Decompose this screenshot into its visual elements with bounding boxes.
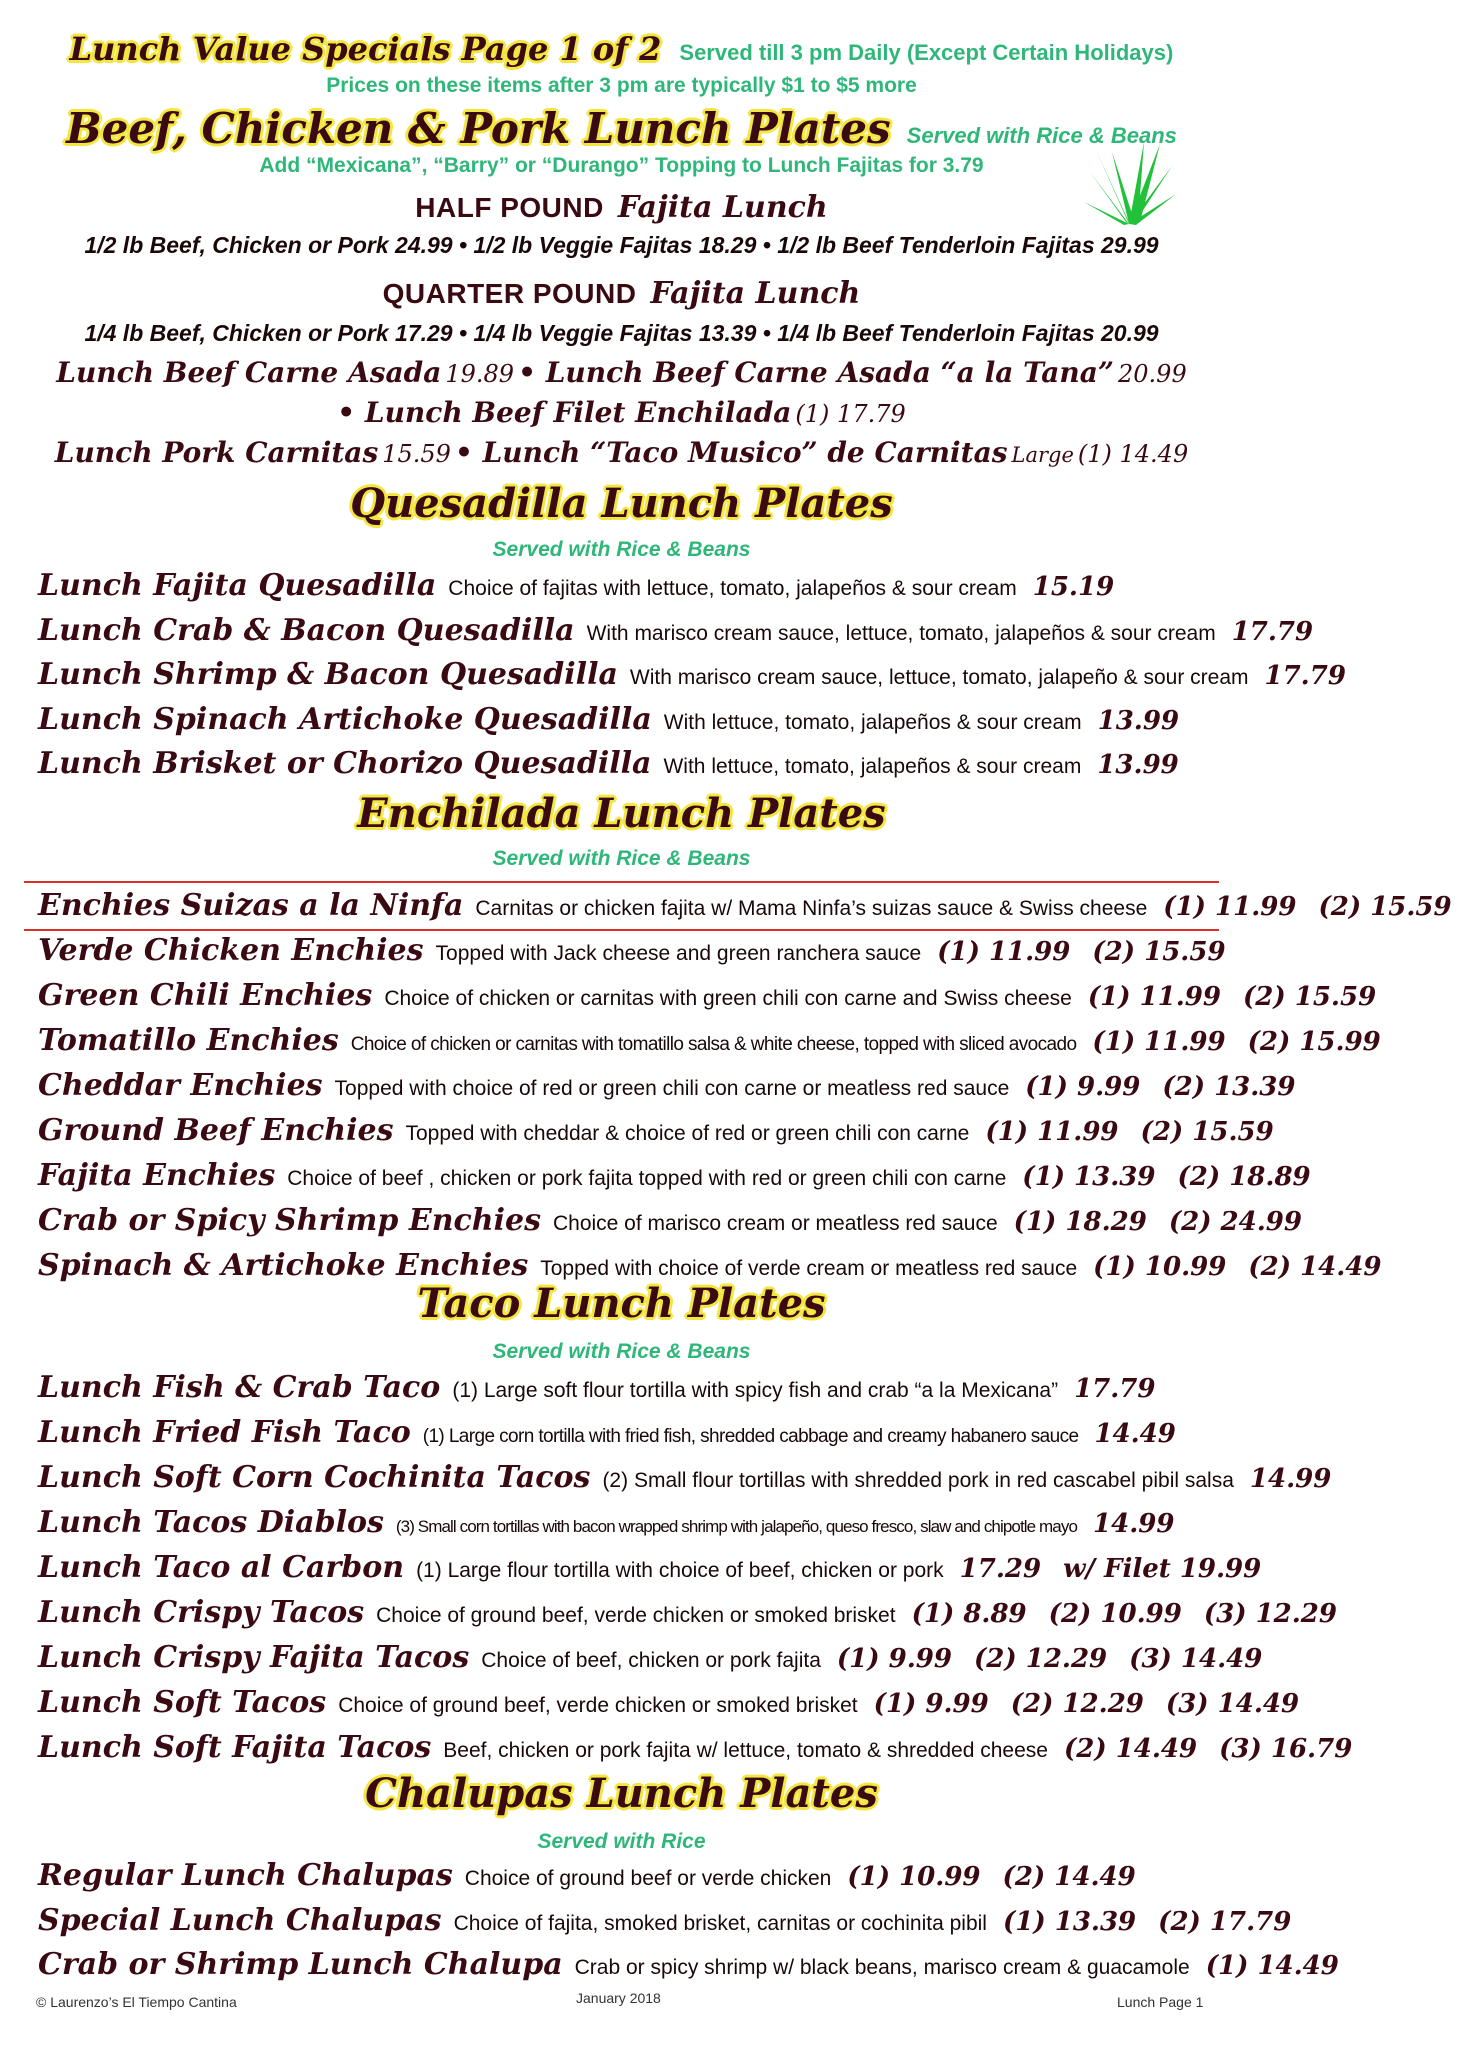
menu-item-price: (3) 14.49 (1129, 1644, 1263, 1674)
menu-item-price: 17.79 (1231, 616, 1314, 647)
quarter-pound-label: QUARTER POUND (382, 278, 637, 309)
menu-item-price: (2) 14.49 (1002, 1862, 1136, 1892)
menu-item-name: Crab or Spicy Shrimp Enchies (38, 1203, 541, 1238)
menu-item-row (38, 1415, 1218, 1450)
menu-item-name: Lunch Crispy Fajita Tacos (38, 1640, 470, 1675)
carne-asada-price: 19.89 (445, 360, 515, 388)
menu-item-row (38, 746, 1218, 781)
menu-item-price: (1) 11.99 (1092, 1027, 1226, 1057)
menu-item-price: (2) 18.89 (1177, 1162, 1311, 1192)
beef-section-heading (0, 104, 1243, 153)
half-pound-heading (0, 190, 1243, 225)
prices-note: Prices on these items after 3 pm are typically $1 to $5 more (326, 74, 917, 97)
menu-item-name: Lunch Taco al Carbon (38, 1550, 405, 1585)
menu-item-price: (1) 9.99 (1025, 1072, 1141, 1102)
menu-item-price: (1) 10.99 (847, 1862, 981, 1892)
carne-asada-line: Lunch Beef Carne Asada 19.89 • Lunch Beef Carne Asada “a la Tana” 20.99 (56, 356, 1187, 389)
menu-item-row (38, 1023, 1381, 1058)
menu-item-price: (1) 18.29 (1013, 1207, 1147, 1237)
menu-item-description: With marisco cream sauce, lettuce, tomato, jalapeño & sour cream (629, 666, 1249, 689)
menu-item-row (38, 568, 1218, 603)
menu-item-description: Choice of ground beef, verde chicken or smoked brisket (376, 1604, 896, 1627)
menu-item-name: Spinach & Artichoke Enchies (38, 1248, 529, 1283)
menu-item-row (38, 1902, 1292, 1938)
menu-item-description: Choice of ground beef or verde chicken (464, 1867, 832, 1890)
filet-enchilada-line: • Lunch Beef Filet Enchilada (1) 17.79 (337, 396, 906, 429)
menu-item-row (38, 1640, 1263, 1675)
menu-item-description: Choice of ground beef, verde chicken or smoked brisket (338, 1694, 858, 1717)
menu-item-description: (1) Large corn tortilla with fried fish, shredded cabbage and creamy habanero sauce (422, 1426, 1079, 1447)
menu-item-description: Carnitas or chicken fajita w/ Mama Ninfa’s suizas sauce & Swiss cheese (475, 897, 1148, 920)
menu-item-price: (2) 15.59 (1140, 1117, 1274, 1147)
filet-enchilada-price: (1) 17.79 (795, 400, 906, 428)
menu-item-name: Fajita Enchies (38, 1158, 276, 1193)
menu-item-description: (3) Small corn tortillas with bacon wrapped shrimp with jalapeño, queso fresco, slaw and chipotle mayo (395, 1517, 1078, 1536)
menu-item-price: (1) 13.39 (1022, 1162, 1156, 1192)
menu-item-name: Enchies Suizas a la Ninfa (38, 888, 464, 923)
menu-item-price: (2) 15.59 (1318, 892, 1452, 922)
page-title: Lunch Value Specials Page 1 of 2 (69, 30, 662, 68)
menu-item-description: With lettuce, tomato, jalapeños & sour cream (663, 755, 1082, 778)
menu-item-row (38, 1685, 1300, 1720)
menu-item-row (38, 1460, 1332, 1495)
menu-item-name: Verde Chicken Enchies (38, 933, 424, 968)
topping-note: Add “Mexicana”, “Barry” or “Durango” Topping to Lunch Fajitas for 3.79 (259, 154, 984, 177)
menu-item-name: Lunch Fried Fish Taco (38, 1415, 411, 1450)
menu-item-price: (1) 9.99 (873, 1689, 989, 1719)
menu-item-row (38, 1730, 1353, 1765)
menu-item-description: Topped with choice of verde cream or meatless red sauce (540, 1257, 1078, 1280)
quesadilla-served-note: Served with Rice & Beans (492, 538, 751, 561)
menu-item-row (38, 1158, 1311, 1193)
carne-asada-tana-name: Lunch Beef Carne Asada “a la Tana” (545, 356, 1115, 389)
menu-item-description: (2) Small flour tortillas with shredded pork in red cascabel pibil salsa (602, 1469, 1234, 1492)
highlight-rule-bottom (24, 929, 1219, 931)
highlight-rule-top (24, 881, 1219, 883)
menu-item-price: (2) 15.59 (1092, 937, 1226, 967)
quarter-pound-heading (0, 276, 1243, 311)
filet-enchilada-name: Lunch Beef Filet Enchilada (364, 396, 792, 429)
menu-item-row (38, 1595, 1337, 1630)
footer-copyright: © Laurenzo’s El Tiempo Cantina (36, 1994, 237, 2010)
menu-item-row (38, 1370, 1218, 1405)
menu-item-price: (2) 14.49 (1063, 1734, 1198, 1764)
menu-item-name: Lunch Brisket or Chorizo Quesadilla (38, 746, 652, 781)
menu-item-name: Lunch Crispy Tacos (38, 1595, 365, 1630)
chalupas-section-title: Chalupas Lunch Plates (365, 1770, 878, 1817)
menu-item-description: Choice of fajitas with lettuce, tomato, jalapeños & sour cream (448, 577, 1017, 600)
menu-item-price: (1) 8.89 (911, 1599, 1027, 1629)
menu-item-row (38, 1068, 1296, 1103)
menu-item-price: (3) 12.29 (1203, 1599, 1337, 1629)
footer-date: January 2018 (576, 1990, 661, 2006)
menu-item-row (38, 657, 1346, 692)
pork-carnitas-price: 15.59 (382, 440, 451, 468)
menu-item-row (38, 1947, 1339, 1982)
menu-item-price: (1) 11.99 (1087, 982, 1221, 1012)
menu-item-row (38, 1858, 1218, 1893)
menu-item-price: (1) 13.39 (1002, 1906, 1137, 1937)
menu-item-name: Green Chili Enchies (38, 978, 373, 1013)
menu-item-row (38, 1248, 1382, 1283)
menu-item-description: With marisco cream sauce, lettuce, tomato, jalapeños & sour cream (586, 621, 1216, 645)
menu-item-name: Lunch Shrimp & Bacon Quesadilla (38, 657, 618, 692)
menu-item-price: (1) 11.99 (937, 937, 1071, 967)
menu-item-description: Topped with Jack cheese and green ranchera sauce (435, 942, 922, 965)
menu-item-row (38, 888, 1452, 923)
menu-item-row (38, 1505, 1218, 1540)
menu-item-price: 15.19 (1032, 572, 1115, 602)
menu-item-price: (3) 14.49 (1165, 1689, 1300, 1719)
taco-musico-name: Lunch “Taco Musico” de Carnitas (482, 436, 1008, 469)
menu-item-price: 14.49 (1094, 1419, 1176, 1449)
half-pound-label: HALF POUND (415, 192, 604, 223)
menu-item-price: (2) 24.99 (1168, 1207, 1302, 1237)
menu-item-description: (1) Large flour tortilla with choice of beef, chicken or pork (416, 1559, 944, 1582)
beef-section-title: Beef, Chicken & Pork Lunch Plates (66, 104, 891, 153)
menu-item-price: 17.79 (1074, 1374, 1156, 1404)
pork-carnitas-name: Lunch Pork Carnitas (54, 436, 379, 469)
menu-item-price: (1) 11.99 (1163, 892, 1297, 922)
footer-page: Lunch Page 1 (1117, 1994, 1204, 2010)
served-note: Served till 3 pm Daily (Except Certain Holidays) (679, 40, 1174, 65)
menu-item-price: (3) 16.79 (1219, 1734, 1353, 1764)
menu-item-name: Crab or Shrimp Lunch Chalupa (38, 1947, 563, 1982)
taco-musico-price: (1) 14.49 (1077, 440, 1189, 468)
quarter-pound-prices: 1/4 lb Beef, Chicken or Pork 17.29 • 1/4 lb Veggie Fajitas 13.39 • 1/4 lb Beef Tenderloin Fajitas 20.99 (84, 320, 1159, 346)
beef-served-note: Served with Rice & Beans (906, 123, 1177, 148)
menu-item-price: (2) 12.29 (973, 1644, 1108, 1674)
menu-item-description: Crab or spicy shrimp w/ black beans, marisco cream & guacamole (574, 1956, 1190, 1979)
carne-asada-tana-price: 20.99 (1118, 360, 1187, 388)
menu-item-name: Lunch Crab & Bacon Quesadilla (38, 612, 575, 648)
menu-item-name: Lunch Fajita Quesadilla (38, 568, 437, 603)
quarter-pound-title: Fajita Lunch (650, 276, 861, 311)
chalupas-served-note: Served with Rice (537, 1830, 706, 1853)
menu-item-name: Regular Lunch Chalupas (38, 1858, 453, 1893)
menu-item-row (38, 1550, 1262, 1585)
menu-item-description: Choice of fajita, smoked brisket, carnitas or cochinita pibil (453, 1911, 987, 1935)
menu-item-price: 17.29 (959, 1554, 1042, 1584)
menu-item-row (38, 978, 1377, 1013)
menu-item-description: Choice of marisco cream or meatless red sauce (552, 1212, 998, 1235)
menu-item-price: (1) 11.99 (985, 1117, 1119, 1147)
carnitas-line: Lunch Pork Carnitas 15.59 • Lunch “Taco Musico” de Carnitas Large (1) 14.49 (54, 436, 1189, 469)
quesadilla-section-title: Quesadilla Lunch Plates (350, 480, 893, 527)
menu-item-price: (2) 13.39 (1162, 1072, 1296, 1102)
taco-section-title: Taco Lunch Plates (417, 1280, 826, 1327)
menu-item-name: Lunch Soft Fajita Tacos (38, 1730, 432, 1765)
menu-item-name: Cheddar Enchies (38, 1068, 323, 1103)
header-line (0, 30, 1243, 68)
half-pound-prices: 1/2 lb Beef, Chicken or Pork 24.99 • 1/2 lb Veggie Fajitas 18.29 • 1/2 lb Beef Tenderloin Fajitas 29.99 (84, 232, 1159, 258)
menu-item-name: Ground Beef Enchies (38, 1113, 394, 1148)
menu-item-name: Lunch Tacos Diablos (38, 1505, 384, 1540)
menu-item-row (38, 612, 1314, 648)
menu-item-price: (2) 12.29 (1010, 1689, 1144, 1719)
menu-item-description: (1) Large soft flour tortilla with spicy fish and crab “a la Mexicana” (452, 1379, 1059, 1402)
menu-item-description: Choice of beef , chicken or pork fajita topped with red or green chili con carne (287, 1167, 1007, 1190)
menu-item-price: 14.99 (1249, 1464, 1332, 1494)
menu-item-description: Choice of beef, chicken or pork fajita (481, 1649, 821, 1672)
menu-item-price: (1) 14.49 (1205, 1951, 1339, 1981)
menu-item-name: Lunch Spinach Artichoke Quesadilla (38, 701, 652, 737)
menu-item-description: With lettuce, tomato, jalapeños & sour cream (663, 710, 1082, 734)
taco-served-note: Served with Rice & Beans (492, 1340, 751, 1363)
menu-item-row (38, 1113, 1274, 1148)
enchilada-section-title: Enchilada Lunch Plates (357, 790, 886, 837)
menu-item-price: 13.99 (1097, 705, 1180, 736)
menu-item-row (38, 933, 1226, 968)
menu-item-price: 14.99 (1093, 1509, 1175, 1539)
enchilada-served-note: Served with Rice & Beans (492, 847, 751, 870)
menu-item-price: (2) 14.49 (1248, 1252, 1382, 1282)
menu-item-price: 17.79 (1264, 661, 1346, 691)
menu-item-row (38, 702, 1218, 737)
menu-item-row (38, 1203, 1302, 1238)
half-pound-title: Fajita Lunch (617, 190, 828, 225)
carne-asada-name: Lunch Beef Carne Asada (56, 356, 442, 389)
menu-item-name: Special Lunch Chalupas (38, 1902, 442, 1938)
menu-item-price: 13.99 (1097, 750, 1179, 780)
menu-item-price: (1) 10.99 (1093, 1252, 1227, 1282)
taco-musico-size: Large (1011, 443, 1074, 467)
menu-item-name: Lunch Soft Tacos (38, 1685, 327, 1720)
menu-item-description: Beef, chicken or pork fajita w/ lettuce, tomato & shredded cheese (443, 1739, 1048, 1762)
menu-item-price: (1) 9.99 (836, 1644, 952, 1674)
menu-item-description: Topped with cheddar & choice of red or green chili con carne (405, 1122, 970, 1145)
menu-item-price: (2) 15.59 (1243, 982, 1377, 1012)
menu-item-name: Lunch Soft Corn Cochinita Tacos (38, 1460, 591, 1495)
menu-item-description: Topped with choice of red or green chili con carne or meatless red sauce (334, 1077, 1010, 1100)
menu-item-name: Lunch Fish & Crab Taco (38, 1370, 441, 1405)
menu-item-description: Choice of chicken or carnitas with tomatillo salsa & white cheese, topped with sliced avocado (350, 1034, 1077, 1055)
menu-item-description: Choice of chicken or carnitas with green chili con carne and Swiss cheese (384, 987, 1072, 1010)
menu-item-name: Tomatillo Enchies (38, 1023, 339, 1058)
menu-item-price: (2) 15.99 (1247, 1027, 1381, 1057)
menu-item-price: (2) 10.99 (1048, 1599, 1182, 1629)
menu-item-price: (2) 17.79 (1158, 1906, 1292, 1937)
menu-item-price: w/ Filet 19.99 (1063, 1554, 1262, 1584)
